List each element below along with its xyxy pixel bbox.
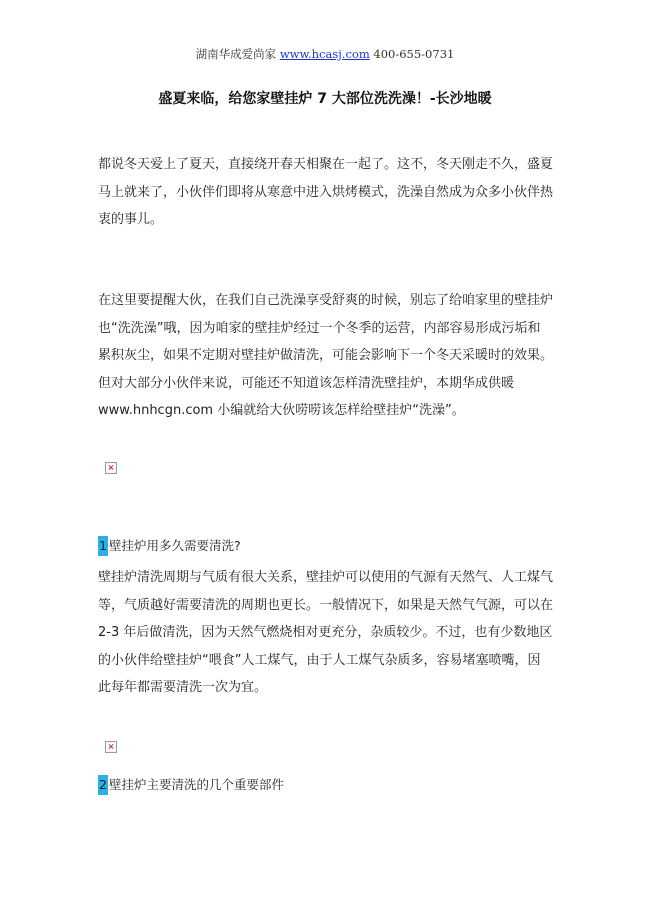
- paragraph-line: www.hnhcgn.com 小编就给大伙唠唠该怎样给壁挂炉“洗澡”。: [98, 403, 465, 418]
- broken-image-icon: ×: [105, 741, 117, 753]
- paragraph-line: 但对大部分小伙伴来说，可能还不知道该怎样清洗壁挂炉，本期华成供暖: [98, 375, 515, 391]
- page-header: [0, 46, 650, 62]
- paragraph-line: 衷的事儿。: [98, 212, 164, 227]
- section-title: 壁挂炉用多久需要清洗?: [108, 538, 241, 553]
- paragraph-line: 也“洗洗澡”哦，因为咱家的壁挂炉经过一个冬季的运营，内部容易形成污垢和: [98, 320, 541, 336]
- section-title: 壁挂炉主要清洗的几个重要部件: [108, 777, 284, 792]
- company-name: 湖南华成爱尚家: [195, 47, 277, 61]
- paragraph-line: 在这里要提醒大伙，在我们自己洗澡享受舒爽的时候，别忘了给咱家里的壁挂炉: [98, 293, 554, 308]
- paragraph-line: 壁挂炉清洗周期与气质有很大关系，壁挂炉可以使用的气源有天然气、人工煤气: [98, 570, 554, 585]
- section-heading-1: [98, 536, 241, 556]
- reminder-paragraph: [98, 287, 560, 425]
- paragraph-line: 累积灰尘，如果不定期对壁挂炉做清洗，可能会影响下一个冬天采暖时的效果。: [98, 348, 554, 363]
- paragraph-line: 的小伙伴给壁挂炉“喂食”人工煤气，由于人工煤气杂质多，容易堵塞喷嘴，因: [98, 652, 541, 668]
- paragraph-line: 都说冬天爱上了夏天，直接绕开春天相聚在一起了。这不，冬天刚走不久，盛夏: [98, 157, 554, 172]
- article-title: 盛夏来临，给您家壁挂炉 7 大部位洗洗澡！-长沙地暖: [158, 91, 492, 107]
- section-heading-2: [98, 775, 284, 795]
- section-number: 1: [98, 536, 108, 556]
- paragraph-line: 马上就来了，小伙伴们即将从寒意中进入烘烤模式，洗澡自然成为众多小伙伴热: [98, 184, 554, 200]
- paragraph-line: 此每年都需要清洗一次为宜。: [98, 680, 268, 695]
- intro-paragraph: [98, 151, 560, 234]
- paragraph-line: 等，气质越好需要清洗的周期也更长。一般情况下，如果是天然气气源，可以在: [98, 597, 554, 613]
- cleaning-cycle-paragraph: [98, 564, 560, 702]
- paragraph-line: 2-3 年后做清洗，因为天然气燃烧相对更充分，杂质较少。不过，也有少数地区: [98, 625, 553, 640]
- section-number: 2: [98, 775, 108, 795]
- broken-image-icon: ×: [105, 462, 117, 474]
- phone-number: 400-655-0731: [373, 47, 455, 61]
- website-link[interactable]: www.hcasj.com: [279, 47, 370, 61]
